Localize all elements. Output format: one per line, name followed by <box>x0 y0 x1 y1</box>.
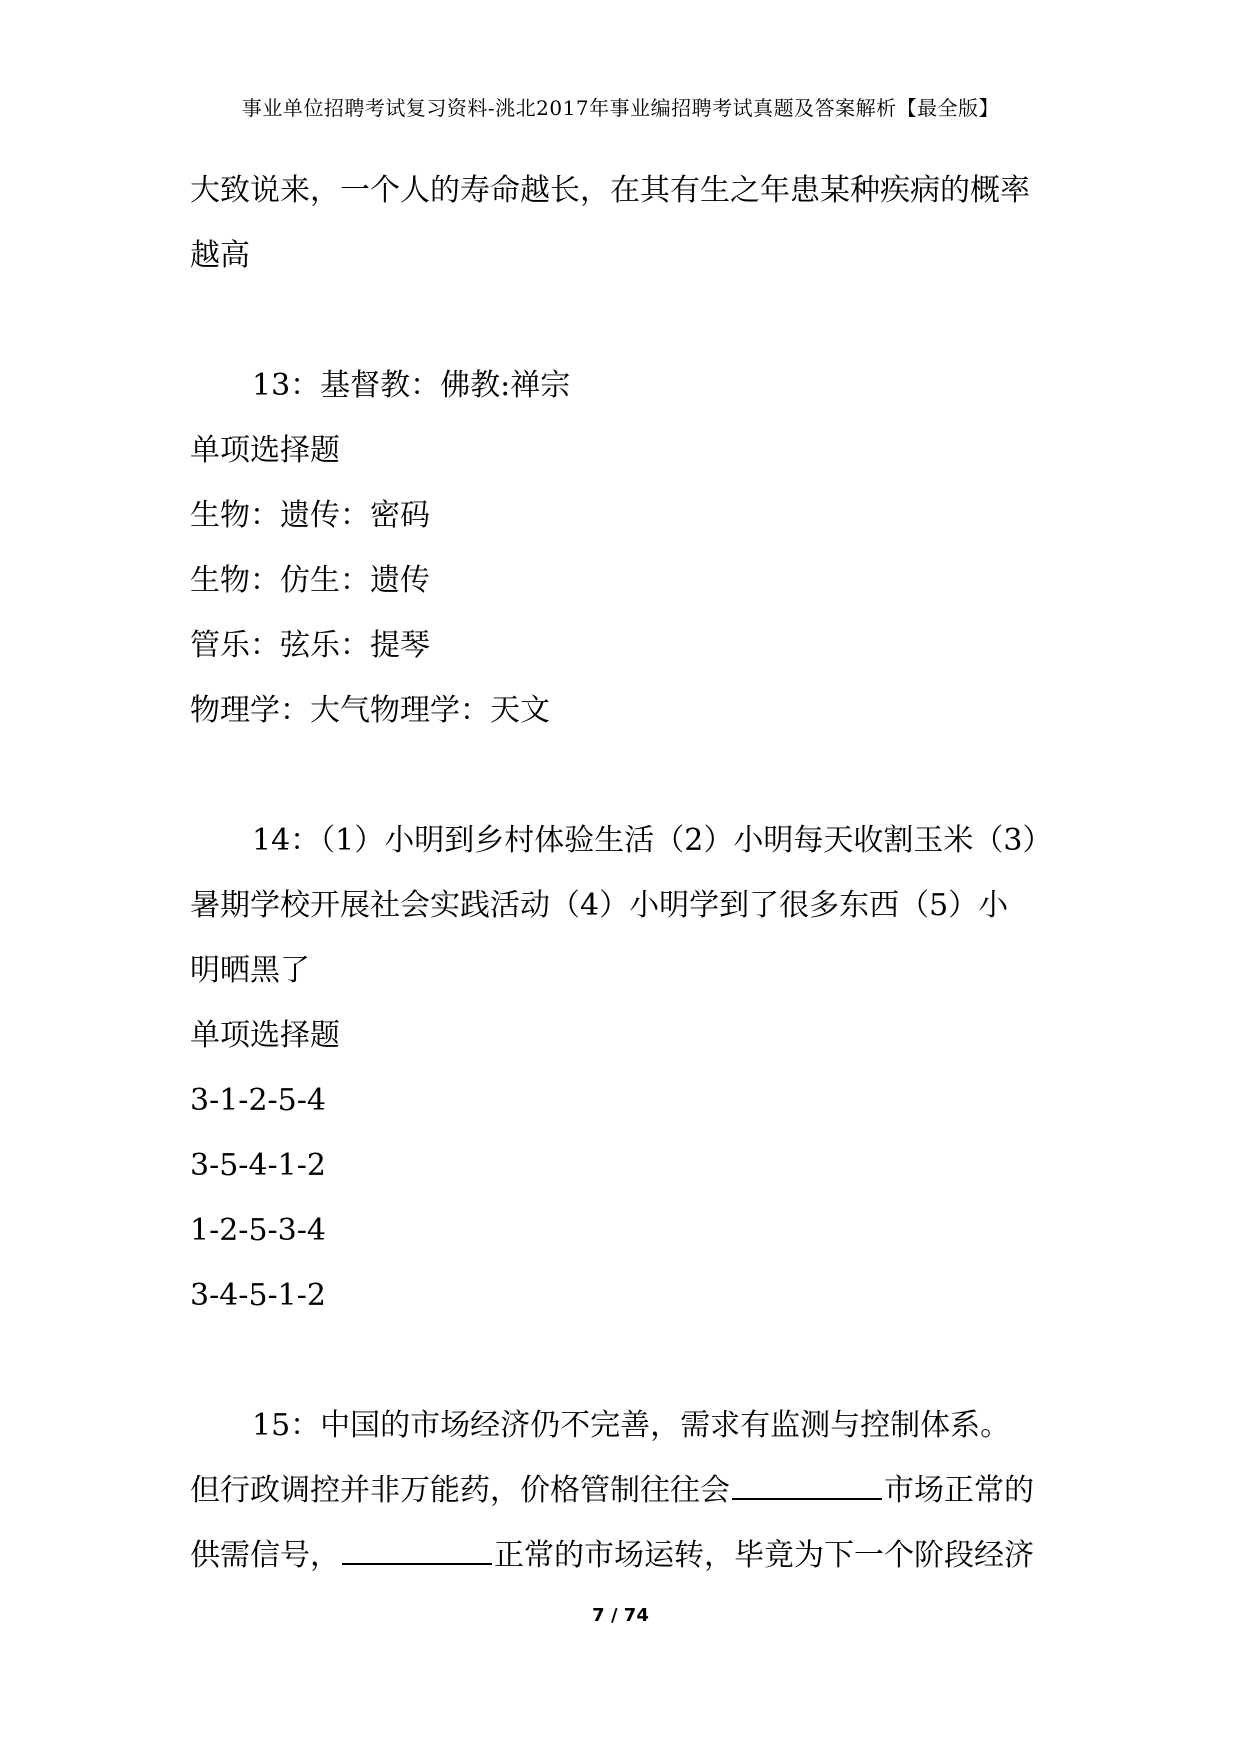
question-14-option-b: 3-5-4-1-2 <box>190 1148 326 1183</box>
question-13-option-a: 生物：遗传：密码 <box>190 498 430 533</box>
text-segment: 正常的市场运转，毕竟为下一个阶段经济 <box>494 1538 1034 1573</box>
question-13-option-c: 管乐：弦乐：提琴 <box>190 628 430 663</box>
spacer <box>190 1328 1070 1393</box>
question-15-stem-line1: 15：中国的市场经济仍不完善，需求有监测与控制体系。 <box>252 1408 1011 1443</box>
question-15-stem-line3 <box>190 1523 1070 1588</box>
question-14-type: 单项选择题 <box>190 1018 340 1053</box>
fill-in-blank <box>732 1470 882 1500</box>
question-13-stem: 13：基督教：佛教:禅宗 <box>252 368 571 403</box>
question-14-option-d: 3-4-5-1-2 <box>190 1278 326 1313</box>
text-line: 大致说来，一个人的寿命越长，在其有生之年患某种疾病的概率 <box>190 173 1030 208</box>
question-13-type: 单项选择题 <box>190 433 340 468</box>
text-segment: 但行政调控并非万能药，价格管制往往会 <box>190 1473 730 1508</box>
question-14-option-c: 1-2-5-3-4 <box>190 1213 326 1248</box>
document-body <box>190 158 1070 1588</box>
spacer <box>190 288 1070 353</box>
question-14-stem-line2: 暑期学校开展社会实践活动（4）小明学到了很多东西（5）小 <box>190 888 1009 923</box>
page-indicator: 7 / 74 <box>592 1605 649 1626</box>
text-line: 越高 <box>190 238 250 273</box>
question-13-option-b: 生物：仿生：遗传 <box>190 563 430 598</box>
spacer <box>190 743 1070 808</box>
fill-in-blank <box>342 1535 492 1565</box>
question-13-option-d: 物理学：大气物理学：天文 <box>190 693 550 728</box>
question-14-stem-line1: 14：（1）小明到乡村体验生活（2）小明每天收割玉米（3） <box>252 823 1053 858</box>
text-segment: 供需信号， <box>190 1538 340 1573</box>
page-header: 事业单位招聘考试复习资料-洮北2017年事业编招聘考试真题及答案解析【最全版】 <box>241 96 1000 120</box>
question-14-option-a: 3-1-2-5-4 <box>190 1083 326 1118</box>
text-segment: 市场正常的 <box>884 1473 1034 1508</box>
question-14-stem-line3: 明晒黑了 <box>190 953 310 988</box>
question-15-stem-line2 <box>190 1458 1070 1523</box>
